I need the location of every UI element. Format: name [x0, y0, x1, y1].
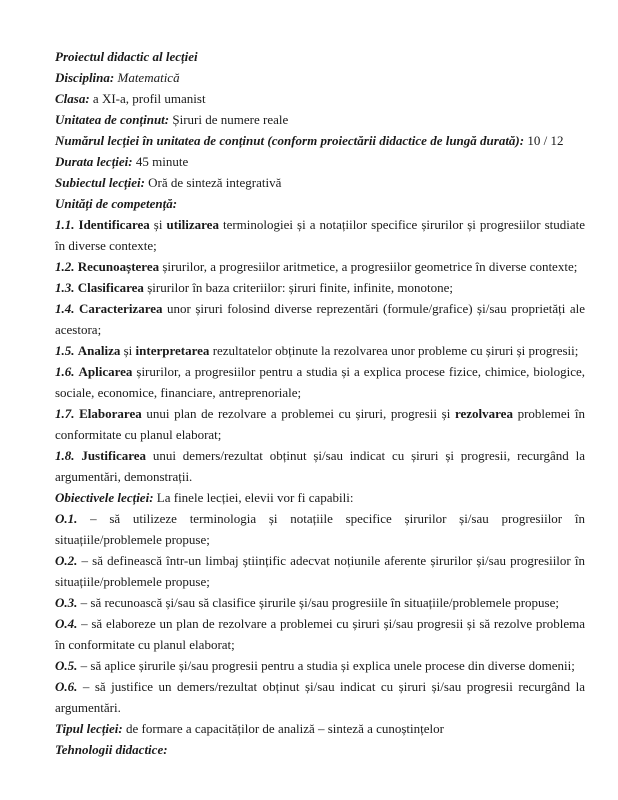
text-run: unui plan de rezolvare a problemei cu șiruri, progresii și: [141, 406, 455, 421]
text-run: șirurilor, a progresiilor pentru a studia și a explica procese fizice, chimice, biologice, sociale, economice, financiare, antreprenoriale;: [55, 364, 586, 400]
bold-term: Identificarea: [78, 217, 150, 232]
document-title: [55, 46, 585, 67]
bold-term: Caracterizarea: [79, 301, 163, 316]
field-label: Tehnologii didactice:: [55, 742, 168, 757]
class: [55, 88, 585, 109]
bold-term: rezolvarea: [454, 406, 513, 421]
bold-term: Elaborarea: [79, 406, 142, 421]
competence-1-8: [55, 445, 585, 487]
field-label: 1.4.: [55, 301, 75, 316]
bold-term: interpretarea: [135, 343, 210, 358]
text-run: problemei în conformitate cu planul elaborat;: [55, 406, 586, 442]
bold-term: Clasificarea: [77, 280, 144, 295]
objective-o3: [55, 592, 585, 613]
field-label: 1.8.: [55, 448, 75, 463]
field-label: Numărul lecției în unitatea de conținut (conform proiectării didactice de lungă durată):: [55, 133, 525, 148]
field-label: Subiectul lecției:: [55, 175, 145, 190]
text-run: șirurilor în baza criteriilor: șiruri finite, infinite, monotone;: [143, 280, 453, 295]
field-label: O.2.: [55, 553, 78, 568]
content-unit: [55, 109, 585, 130]
field-label: 1.5.: [55, 343, 75, 358]
text-run: rezultatelor obținute la rezolvarea unor probleme cu șiruri și progresii;: [209, 343, 579, 358]
text-run: Matematică: [114, 70, 180, 85]
objective-o4: [55, 613, 585, 655]
field-label: 1.1.: [55, 217, 75, 232]
text-run: – să justifice un demers/rezultat obținut și/sau indicat cu șiruri și/sau progresii recurgând la argumentări.: [55, 679, 585, 715]
competence-1-2: [55, 256, 585, 277]
text-run: unui demers/rezultat obținut și/sau indicat cu șiruri și progresii, recurgând la argumentări, demonstrații.: [55, 448, 585, 484]
text-run: 45 minute: [132, 154, 189, 169]
objective-o5: [55, 655, 585, 676]
bold-term: Aplicarea: [78, 364, 133, 379]
text-run: Oră de sinteză integrativă: [144, 175, 282, 190]
didactic-technologies-heading: [55, 739, 585, 760]
text-run: – să utilizeze terminologia și notațiile specifice șirurilor și/sau progresiilor în situațiile/problemele propuse;: [55, 511, 585, 547]
field-label: 1.6.: [55, 364, 75, 379]
objective-o2: [55, 550, 585, 592]
field-label: Unitatea de conținut:: [55, 112, 170, 127]
text-run: La finele lecției, elevii vor fi capabili:: [153, 490, 354, 505]
text-run: unor șiruri folosind diverse reprezentări (formule/grafice) și/sau proprietăți ale acestora;: [55, 301, 585, 337]
competence-1-7: [55, 403, 585, 445]
lesson-type: [55, 718, 585, 739]
field-label: Unități de competență:: [55, 196, 178, 211]
bold-term: Recunoașterea: [77, 259, 160, 274]
lesson-plan-document: [55, 46, 585, 760]
competence-1-4: [55, 298, 585, 340]
field-label: O.4.: [55, 616, 78, 631]
competence-1-1: [55, 214, 585, 256]
text-run: – să aplice șirurile și/sau progresii pentru a studia și explica unele procese din diverse domenii;: [77, 658, 575, 673]
field-label: Durata lecției:: [55, 154, 133, 169]
text-run: – să recunoască și/sau să clasifice șirurile și/sau progresiile în situațiile/problemele propuse;: [77, 595, 559, 610]
text-run: șirurilor, a progresiilor aritmetice, a progresiilor geometrice în diverse contexte;: [159, 259, 578, 274]
text-run: a XI-a, profil umanist: [89, 91, 206, 106]
text-run: – să elaboreze un plan de rezolvare a problemei cu șiruri și/sau progresii și să rezolve problema în conformitate cu planul elaborat;: [55, 616, 585, 652]
text-run: terminologiei și a notațiilor specifice șirurilor și progresiilor studiate în diverse contexte;: [55, 217, 586, 253]
objective-o1: [55, 508, 585, 550]
text-run: și: [149, 217, 167, 232]
text-run: de formare a capacităților de analiză – sinteză a cunoștințelor: [122, 721, 444, 736]
lesson-number: [55, 130, 585, 151]
text-run: – să definească într-un limbaj științific adecvat noțiunile aferente șirurilor și/sau progresiilor în situațiile/problemele propuse;: [55, 553, 585, 589]
objectives-heading: [55, 487, 585, 508]
objective-o6: [55, 676, 585, 718]
field-label: O.3.: [55, 595, 78, 610]
text-run: și: [120, 343, 136, 358]
competence-1-5: [55, 340, 585, 361]
bold-term: Justificarea: [81, 448, 147, 463]
field-label: 1.7.: [55, 406, 75, 421]
competence-units-heading: [55, 193, 585, 214]
text-run: 10 / 12: [524, 133, 564, 148]
field-label: O.5.: [55, 658, 78, 673]
text-run: Șiruri de numere reale: [169, 112, 289, 127]
discipline: [55, 67, 585, 88]
competence-1-3: [55, 277, 585, 298]
field-label: Proiectul didactic al lecției: [55, 49, 198, 64]
bold-term: utilizarea: [166, 217, 219, 232]
competence-1-6: [55, 361, 585, 403]
field-label: O.1.: [55, 511, 78, 526]
field-label: O.6.: [55, 679, 78, 694]
field-label: 1.2.: [55, 259, 75, 274]
lesson-duration: [55, 151, 585, 172]
field-label: Obiectivele lecției:: [55, 490, 154, 505]
field-label: Clasa:: [55, 91, 90, 106]
field-label: Tipul lecției:: [55, 721, 123, 736]
lesson-subject: [55, 172, 585, 193]
bold-term: Analiza: [77, 343, 121, 358]
field-label: 1.3.: [55, 280, 75, 295]
field-label: Disciplina:: [55, 70, 115, 85]
